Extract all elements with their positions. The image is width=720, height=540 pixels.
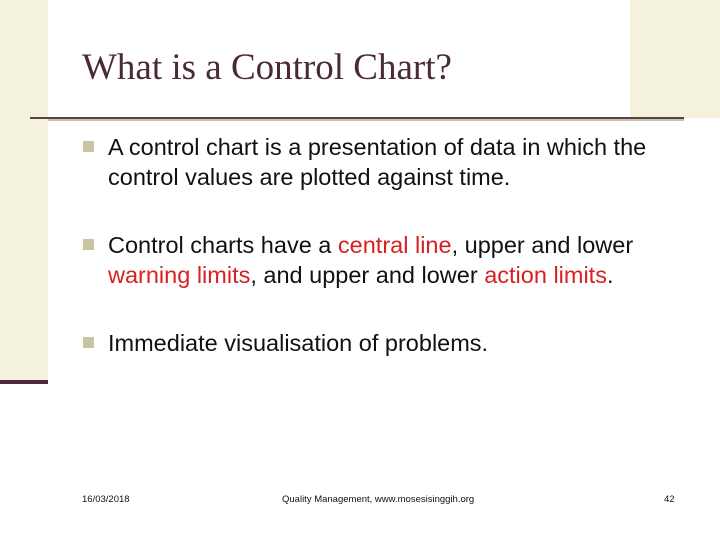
bullet-text: Control charts have a [108,232,338,258]
bullet-square-icon [83,141,94,152]
bullet-list [82,132,692,358]
decorative-band-rule [0,380,48,384]
bullet-square-icon [83,239,94,250]
bullet-square-icon [83,337,94,348]
bullet-item [82,230,692,290]
highlight-term: action limits [484,262,607,288]
bullet-text: . [606,262,614,288]
bullet-text: , and upper and lower [250,262,485,288]
bullet-text: , upper and lower [451,232,634,258]
bullet-item [82,132,692,192]
bullet-text: A control chart is a presentation of data in which the control values are plotted against time. [108,134,647,190]
highlight-term: warning limits [108,262,251,288]
footer-source: Quality Management, www.mosesisinggih.org [282,494,475,505]
bullet-item [82,328,692,358]
highlight-term: central line [337,232,452,258]
slide-title: What is a Control Chart? [82,47,452,88]
footer-date: 16/03/2018 [82,494,130,505]
page-number: 42 [664,494,675,505]
decorative-box-top-right [630,0,720,118]
title-divider-shadow [48,119,684,121]
decorative-band-top-left [0,0,48,118]
bullet-text: Immediate visualisation of problems. [108,330,489,356]
decorative-band-left [0,118,48,382]
